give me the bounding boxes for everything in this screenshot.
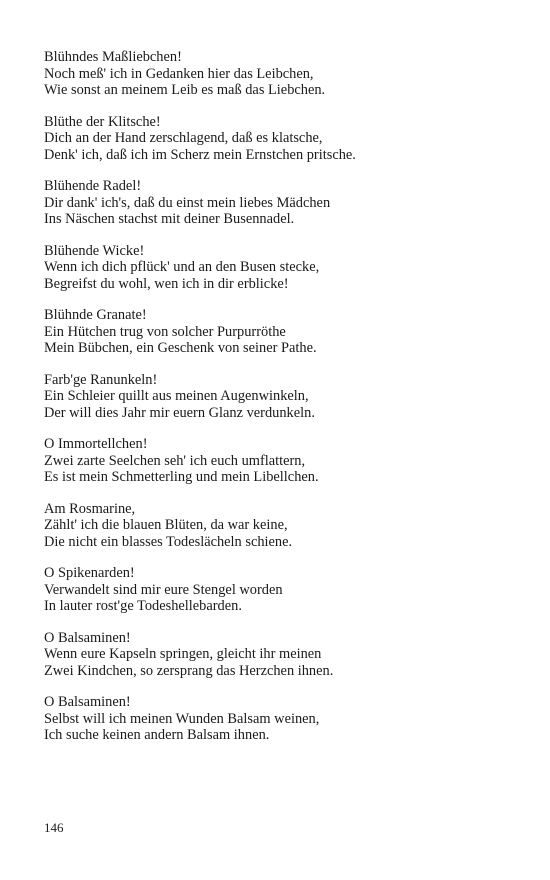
stanza-title-line: Am Rosmarine,: [44, 500, 136, 517]
verse-line: Ich suche keinen andern Balsam ihnen.: [44, 727, 270, 743]
verse-line: Ein Hütchen trug von solcher Purpurröthe: [44, 323, 286, 340]
verse-line: Zählt' ich die blauen Blüten, da war keine,: [44, 517, 288, 533]
stanza: [44, 694, 514, 744]
verse-line: Denk' ich, daß ich im Scherz mein Ernstchen pritsche.: [44, 146, 356, 163]
stanza: [44, 501, 514, 551]
verse-line: Die nicht ein blasses Todeslächeln schiene.: [44, 533, 293, 550]
verse-line: Selbst will ich meinen Wunden Balsam weinen,: [44, 710, 320, 727]
stanza: [44, 630, 514, 680]
stanza-title-line: O Immortellchen!: [44, 436, 148, 452]
stanza: [44, 436, 514, 486]
stanza-title-line: O Spikenarden!: [44, 565, 135, 581]
verse-line: Mein Bübchen, ein Geschenk von seiner Pathe.: [44, 340, 317, 356]
poem-text: [44, 49, 514, 759]
stanza: [44, 565, 514, 615]
stanza: [44, 49, 514, 99]
stanza: [44, 243, 514, 293]
stanza-title-line: Blühndes Maßliebchen!: [44, 49, 182, 65]
verse-line: Wenn eure Kapseln springen, gleicht ihr meinen: [44, 646, 322, 662]
verse-line: In lauter rost'ge Todeshellebarden.: [44, 598, 242, 614]
verse-line: Wenn ich dich pflück' und an den Busen stecke,: [44, 259, 320, 275]
verse-line: Es ist mein Schmetterling und mein Libellchen.: [44, 469, 319, 485]
verse-line: Ins Näschen stachst mit deiner Busennadel.: [44, 211, 295, 227]
stanza-title-line: Farb'ge Ranunkeln!: [44, 371, 158, 388]
stanza-title-line: Blühnde Granate!: [44, 307, 147, 323]
verse-line: Dir dank' ich's, daß du einst mein liebes Mädchen: [44, 194, 331, 211]
stanza-title-line: Blüthe der Klitsche!: [44, 113, 161, 130]
stanza-title-line: O Balsaminen!: [44, 694, 131, 710]
stanza: [44, 114, 514, 164]
verse-line: Verwandelt sind mir eure Stengel worden: [44, 581, 283, 598]
stanza: [44, 178, 514, 228]
verse-line: Wie sonst an meinem Leib es maß das Liebchen.: [44, 82, 326, 98]
verse-line: Zwei zarte Seelchen seh' ich euch umflattern,: [44, 452, 306, 469]
verse-line: Der will dies Jahr mir euern Glanz verdunkeln.: [44, 404, 315, 421]
page-number: 146: [44, 820, 64, 835]
stanza-title-line: Blühende Radel!: [44, 178, 142, 194]
verse-line: Begreifst du wohl, wen ich in dir erblicke!: [44, 275, 289, 292]
verse-line: Dich an der Hand zerschlagend, daß es klatsche,: [44, 130, 323, 146]
verse-line: Noch meß' ich in Gedanken hier das Leibchen,: [44, 65, 314, 82]
stanza-title-line: O Balsaminen!: [44, 629, 131, 646]
stanza-title-line: Blühende Wicke!: [44, 242, 145, 259]
verse-line: Zwei Kindchen, so zersprang das Herzchen ihnen.: [44, 662, 334, 679]
stanza: [44, 372, 514, 422]
stanza: [44, 307, 514, 357]
verse-line: Ein Schleier quillt aus meinen Augenwinkeln,: [44, 388, 309, 404]
